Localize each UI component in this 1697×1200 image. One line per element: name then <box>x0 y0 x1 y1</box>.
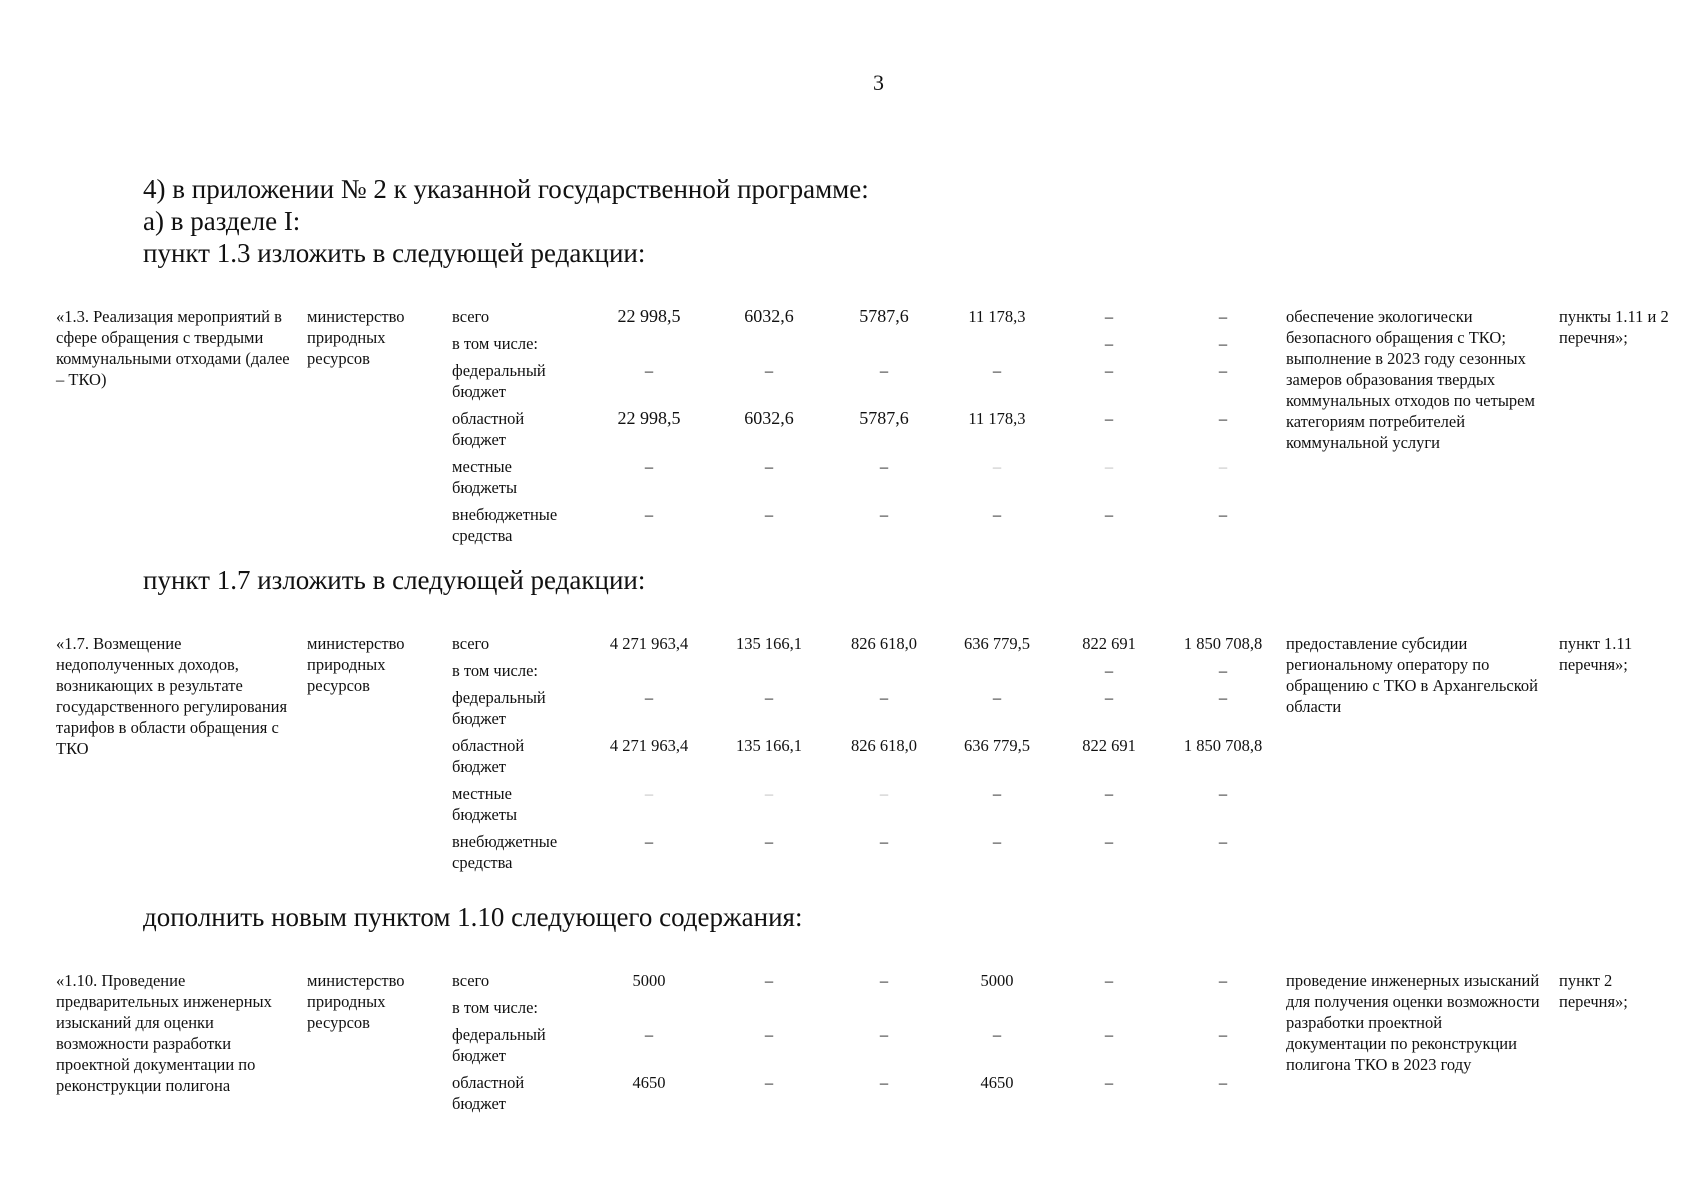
section-heading-1-10: дополнить новым пунктом 1.10 следующего содержания: <box>143 902 803 932</box>
source-extra-2: средства <box>452 526 513 545</box>
table-row-1-3 <box>56 306 1669 545</box>
regional-value: 6032,6 <box>744 408 794 428</box>
dash-cell: – <box>1104 457 1114 476</box>
measure-name: «1.3. Реализация мероприятий в сфере обращения с твердыми коммунальными отходами (далее – ТКО) <box>56 307 290 389</box>
dash-cell: – <box>644 457 654 476</box>
table-row-1-7 <box>56 633 1666 872</box>
responsible-executor: министерство природных ресурсов <box>307 634 405 695</box>
intro-line-2: а) в разделе I: <box>143 206 301 236</box>
dash-cell: – <box>1218 661 1228 680</box>
regional-value: – <box>1218 1073 1228 1092</box>
source-incl: в том числе: <box>452 661 539 680</box>
section-heading-1-7: пункт 1.7 изложить в следующей редакции: <box>143 565 646 595</box>
dash-cell: – <box>644 784 654 803</box>
source-extra-1: внебюджетные <box>452 505 558 524</box>
total-value: – <box>879 971 889 990</box>
dash-cell: – <box>1218 784 1228 803</box>
intro-line-3: пункт 1.3 изложить в следующей редакции: <box>143 238 646 268</box>
total-value: 135 166,1 <box>736 634 802 653</box>
dash-cell: – <box>1218 457 1228 476</box>
source-federal-2: бюджет <box>452 382 506 401</box>
source-local-2: бюджеты <box>452 478 518 497</box>
dash-cell: – <box>879 1025 889 1044</box>
total-value: 11 178,3 <box>968 307 1026 326</box>
source-regional-2: бюджет <box>452 1094 506 1113</box>
page-number: 3 <box>873 70 884 95</box>
regional-value: 1 850 708,8 <box>1183 736 1263 755</box>
regional-value: – <box>1104 409 1114 428</box>
dash-cell: – <box>1104 832 1114 851</box>
dash-cell: – <box>764 361 774 380</box>
dash-cell: – <box>764 505 774 524</box>
total-value: 22 998,5 <box>617 306 681 326</box>
dash-cell: – <box>1218 832 1228 851</box>
regional-value: – <box>879 1073 889 1092</box>
total-value: – <box>764 971 774 990</box>
dash-cell: – <box>1104 1025 1114 1044</box>
source-incl: в том числе: <box>452 334 539 353</box>
source-local-1: местные <box>452 784 512 803</box>
source-federal-1: федеральный <box>452 1025 546 1044</box>
source-regional-2: бюджет <box>452 757 506 776</box>
total-value: – <box>1218 971 1228 990</box>
table-row-1-10 <box>56 970 1666 1120</box>
regional-value: 4650 <box>980 1073 1014 1092</box>
dash-cell: – <box>764 457 774 476</box>
dash-cell: – <box>764 688 774 707</box>
measure-name: «1.10. Проведение предварительных инженерных изысканий для оценки возможности разработки проектной документации по реконструкции полигона <box>56 971 272 1095</box>
reference: пункт 1.11 перечня»; <box>1559 634 1633 674</box>
source-regional-1: областной <box>452 1073 525 1092</box>
source-extra-2: средства <box>452 853 513 872</box>
dash-cell: – <box>992 361 1002 380</box>
source-regional-2: бюджет <box>452 430 506 449</box>
total-value: 1 850 708,8 <box>1183 634 1263 653</box>
dash-cell: – <box>1104 688 1114 707</box>
total-value: 6032,6 <box>744 306 794 326</box>
intro-line-1: 4) в приложении № 2 к указанной государственной программе: <box>143 174 869 204</box>
dash-cell: – <box>1104 661 1114 680</box>
source-federal-2: бюджет <box>452 709 506 728</box>
total-value: 5787,6 <box>859 306 909 326</box>
regional-value: 135 166,1 <box>736 736 802 755</box>
regional-value: 4 271 963,4 <box>609 736 689 755</box>
total-value: – <box>1218 307 1228 326</box>
dash-cell: – <box>879 361 889 380</box>
source-total: всего <box>452 634 490 653</box>
measure-name: «1.7. Возмещение недополученных доходов, возникающих в результате государственного регулирования тарифов в области обращения с ТКО <box>56 634 288 758</box>
responsible-executor: министерство природных ресурсов <box>307 307 405 368</box>
dash-cell: – <box>992 688 1002 707</box>
expected-result: предоставление субсидии региональному оператору по обращению с ТКО в Архангельской области <box>1286 634 1539 716</box>
regional-value: – <box>1218 409 1228 428</box>
source-regional-1: областной <box>452 409 525 428</box>
total-value: 4 271 963,4 <box>609 634 689 653</box>
total-value: 5000 <box>632 971 666 990</box>
regional-value: – <box>764 1073 774 1092</box>
dash-cell: – <box>1104 784 1114 803</box>
regional-value: 826 618,0 <box>851 736 917 755</box>
source-local-1: местные <box>452 457 512 476</box>
source-federal-1: федеральный <box>452 361 546 380</box>
dash-cell: – <box>1104 505 1114 524</box>
source-total: всего <box>452 971 490 990</box>
dash-cell: – <box>1104 361 1114 380</box>
source-incl: в том числе: <box>452 998 539 1017</box>
source-total: всего <box>452 307 490 326</box>
responsible-executor: министерство природных ресурсов <box>307 971 405 1032</box>
dash-cell: – <box>1218 334 1228 353</box>
total-value: 636 779,5 <box>964 634 1030 653</box>
total-value: 822 691 <box>1082 634 1136 653</box>
dash-cell: – <box>644 1025 654 1044</box>
dash-cell: – <box>644 505 654 524</box>
regional-value: 822 691 <box>1082 736 1136 755</box>
dash-cell: – <box>992 784 1002 803</box>
regional-value: 11 178,3 <box>968 409 1026 428</box>
total-value: 5000 <box>980 971 1014 990</box>
dash-cell: – <box>879 457 889 476</box>
total-value: – <box>1104 307 1114 326</box>
source-extra-1: внебюджетные <box>452 832 558 851</box>
dash-cell: – <box>644 361 654 380</box>
dash-cell: – <box>992 505 1002 524</box>
dash-cell: – <box>992 457 1002 476</box>
dash-cell: – <box>764 832 774 851</box>
total-value: 826 618,0 <box>851 634 917 653</box>
source-federal-2: бюджет <box>452 1046 506 1065</box>
total-value: – <box>1104 971 1114 990</box>
expected-result: проведение инженерных изысканий для получения оценки возможности разработки проектной документации по реконструкции полигона ТКО в 2023 году <box>1286 971 1540 1074</box>
source-regional-1: областной <box>452 736 525 755</box>
dash-cell: – <box>992 1025 1002 1044</box>
dash-cell: – <box>1218 505 1228 524</box>
reference: пункты 1.11 и 2 перечня»; <box>1559 307 1669 347</box>
expected-result: обеспечение экологически безопасного обращения с ТКО; выполнение в 2023 году сезонных замеров образования твердых коммунальных отходов по четырем категориям потребителей коммунальной услуги <box>1286 307 1535 452</box>
source-local-2: бюджеты <box>452 805 518 824</box>
regional-value: 5787,6 <box>859 408 909 428</box>
dash-cell: – <box>1218 688 1228 707</box>
reference: пункт 2 перечня»; <box>1559 971 1628 1011</box>
dash-cell: – <box>1104 334 1114 353</box>
dash-cell: – <box>879 505 889 524</box>
regional-value: – <box>1104 1073 1114 1092</box>
dash-cell: – <box>879 688 889 707</box>
dash-cell: – <box>992 832 1002 851</box>
dash-cell: – <box>879 784 889 803</box>
dash-cell: – <box>879 832 889 851</box>
source-federal-1: федеральный <box>452 688 546 707</box>
regional-value: 22 998,5 <box>617 408 681 428</box>
dash-cell: – <box>764 784 774 803</box>
dash-cell: – <box>1218 361 1228 380</box>
dash-cell: – <box>644 832 654 851</box>
dash-cell: – <box>644 688 654 707</box>
regional-value: 636 779,5 <box>964 736 1030 755</box>
dash-cell: – <box>1218 1025 1228 1044</box>
dash-cell: – <box>764 1025 774 1044</box>
intro-text <box>143 173 869 269</box>
regional-value: 4650 <box>632 1073 666 1092</box>
